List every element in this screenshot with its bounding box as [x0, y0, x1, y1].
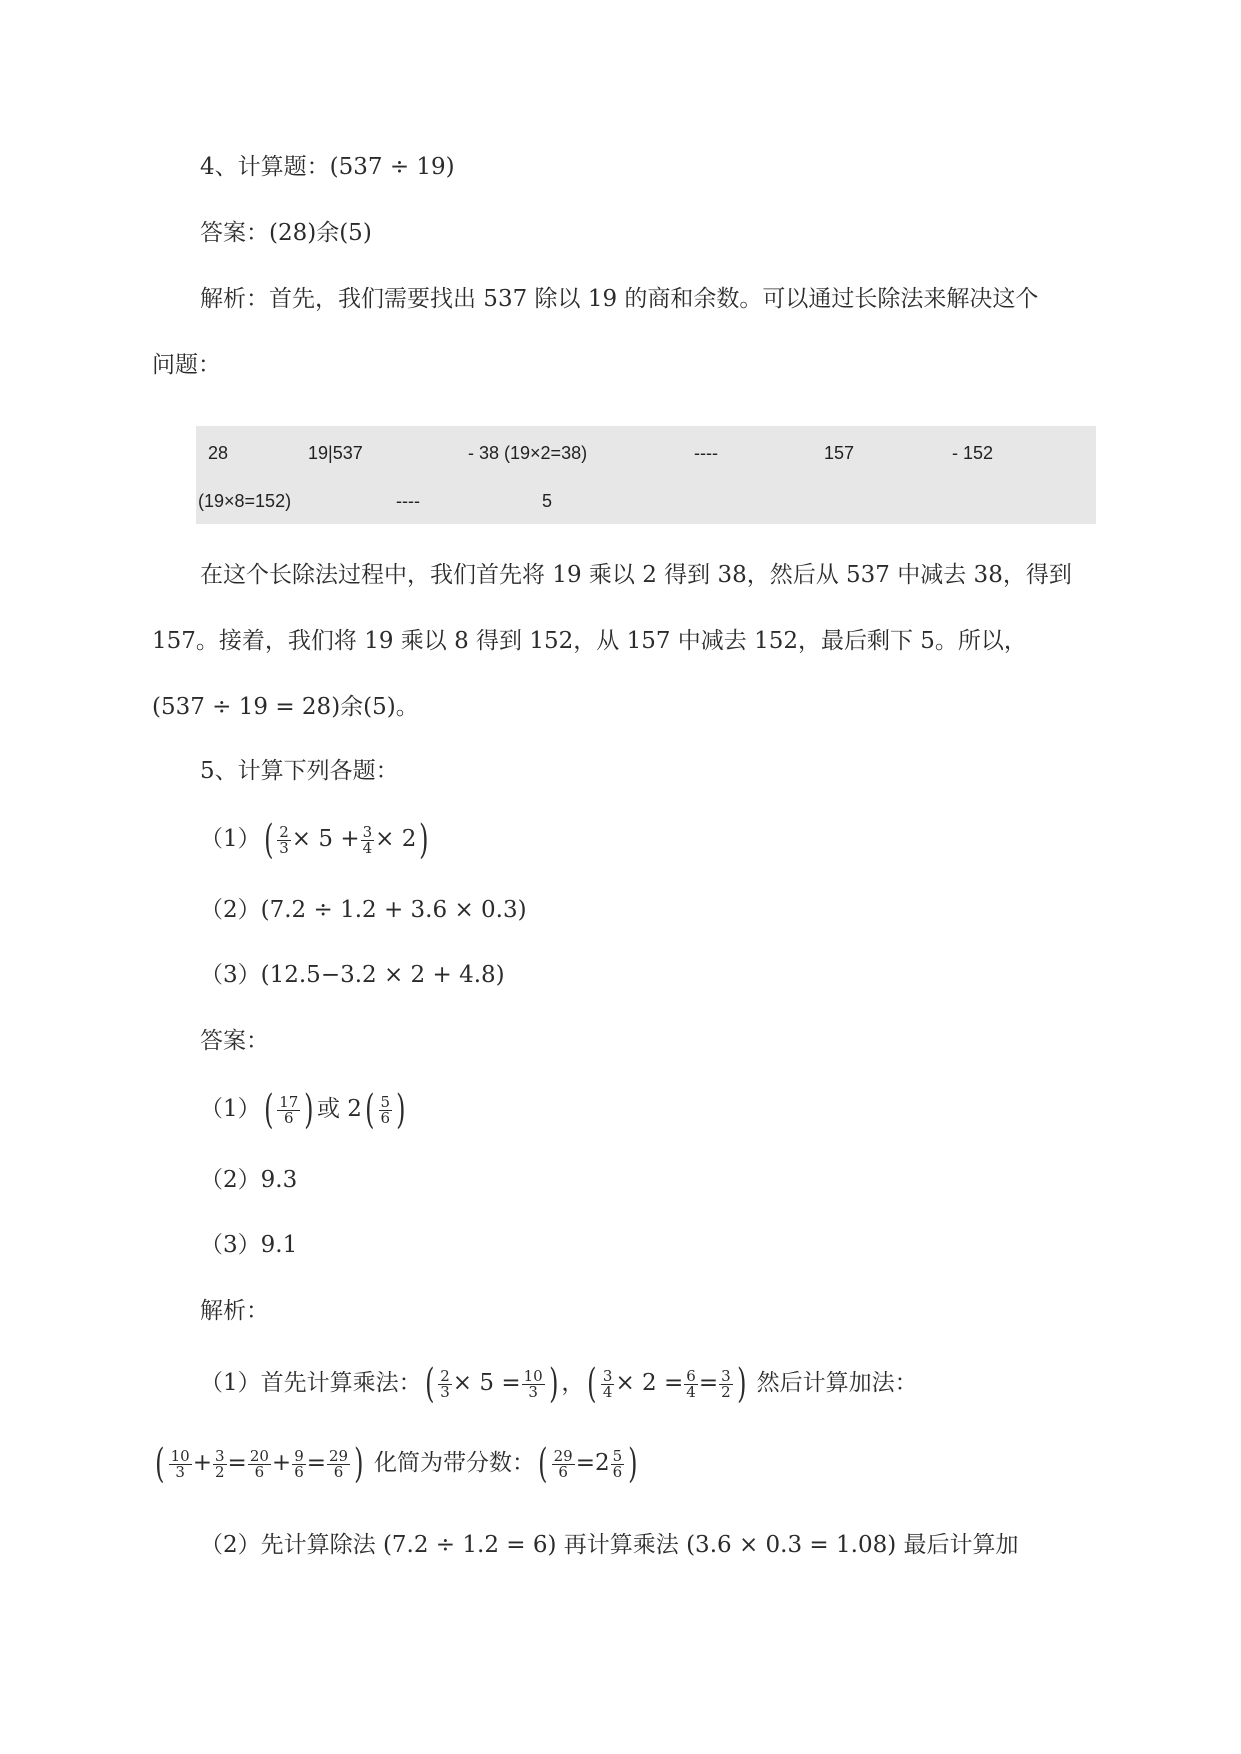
q5-solution-2: （2）先计算除法 (7.2 ÷ 1.2 = 6) 再计算乘法 (3.6 × 0.3 = 1.08) 最后计算加	[200, 1532, 1019, 1558]
q5-solution-1-line1: （1）首先计算乘法：( $\frac{2}{3}$ × 5 = $\frac{10}{3}$ ) ，( $\frac{3}{4}$ × 2 = $\frac{6}{4}$ = $\frac{3}{2}$ ) 然后计算加法：	[200, 1361, 918, 1407]
longdiv-rule1: ----	[694, 443, 718, 463]
longdiv-rule2: ----	[396, 491, 420, 511]
q4-analysis-line1: 解析：首先，我们需要找出 537 除以 19 的商和余数。可以通过长除法来解决这个	[200, 286, 1039, 312]
q5-answer-2: （2）9.3	[200, 1167, 298, 1193]
q5-solution-1-line2: ( $\frac{10}{3}$ + $\frac{3}{2}$ = $\frac{20}{6}$ + $\frac{9}{6}$ = $\frac{29}{6}$ ) 化简为带分数：( $\frac{29}{6}$ =2 $\frac{5}{6}$ )	[155, 1441, 638, 1487]
q5-analysis-label: 解析：	[200, 1298, 269, 1324]
fraction-5-6: $\frac{5}{6}$	[380, 1092, 391, 1127]
q5-problem-1: （1）( $\frac{2}{3}$ × 5 + $\frac{3}{4}$ × 2)	[200, 817, 429, 863]
fraction-2-3: $\frac{2}{3}$	[279, 822, 289, 857]
fraction-3-4: $\frac{3}{4}$	[362, 822, 373, 857]
longdiv-step1: - 38 (19×2=38)	[468, 443, 588, 463]
problem-1-label: （1）	[200, 826, 261, 852]
q4-explain-line2: 157。接着，我们将 19 乘以 8 得到 152，从 157 中减去 152，最后剩下 5。所以，	[152, 628, 1027, 654]
fraction-17-6: $\frac{17}{6}$	[279, 1092, 299, 1127]
q5-problem-2: （2）(7.2 ÷ 1.2 + 3.6 × 0.3)	[200, 897, 527, 923]
q4-analysis-line2: 问题：	[152, 352, 221, 378]
q4-explain-line1: 在这个长除法过程中，我们首先将 19 乘以 2 得到 38，然后从 537 中减去 38，得到	[200, 562, 1072, 588]
longdiv-remainder1: 157	[824, 443, 855, 463]
longdiv-step2: - 152	[952, 443, 994, 463]
longdiv-quotient: 28	[208, 443, 229, 463]
q5-answer-3: （3）9.1	[200, 1232, 298, 1258]
q5-answer-1: （1）( $\frac{17}{6}$ ) 或 2( $\frac{5}{6}$ )	[200, 1087, 406, 1133]
longdiv-step2-note: (19×8=152)	[198, 491, 292, 511]
long-division-block	[196, 426, 1096, 524]
q5-answer-label: 答案：	[200, 1028, 269, 1054]
q5-problem-3: （3）(12.5−3.2 × 2 + 4.8)	[200, 962, 505, 988]
q5-title: 5、计算下列各题：	[200, 758, 399, 784]
longdiv-dividend: 19|537	[308, 443, 363, 463]
longdiv-final-remainder: 5	[542, 491, 553, 511]
q4-explain-line3: (537 ÷ 19 = 28)余(5)。	[152, 694, 419, 720]
q4-answer: 答案：(28)余(5)	[200, 220, 372, 246]
q4-title: 4、计算题：(537 ÷ 19)	[200, 154, 455, 180]
